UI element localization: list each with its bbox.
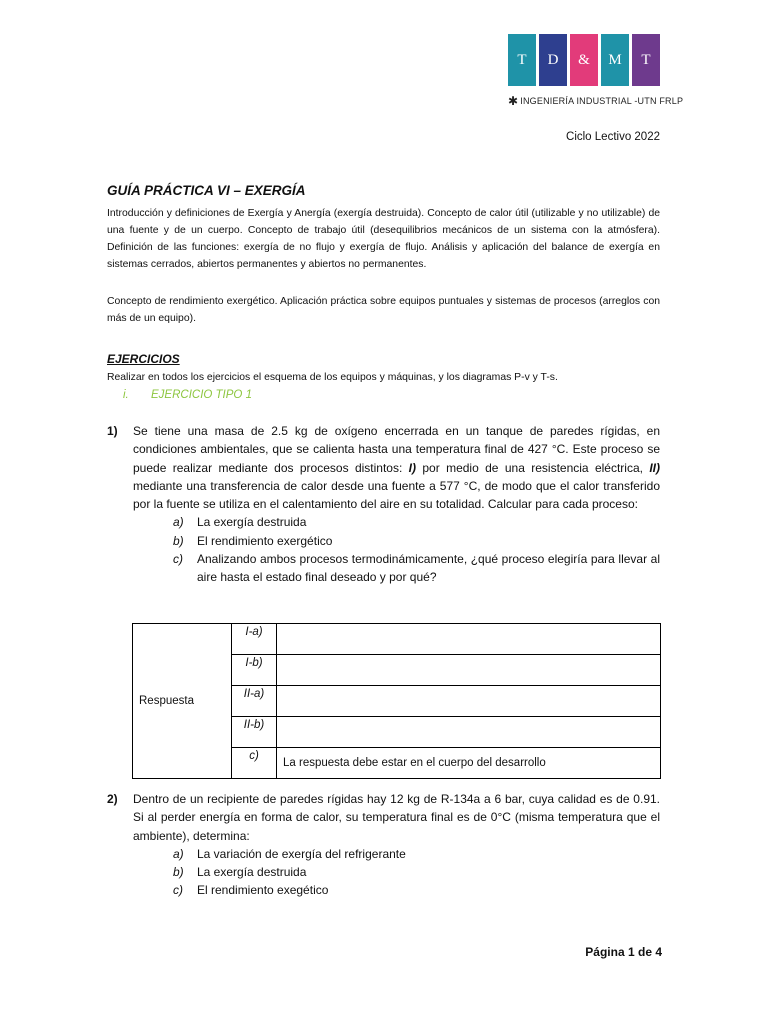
list-item	[173, 881, 660, 899]
item-letter: c)	[173, 883, 183, 898]
list-item	[173, 550, 660, 587]
row-key: I-b)	[232, 655, 277, 686]
exercise-items	[173, 513, 660, 586]
table-row	[133, 624, 661, 655]
exercise-items	[173, 845, 660, 900]
logo-letter: T	[508, 34, 536, 86]
intro-paragraph-1: Introducción y definiciones de Exergía y Anergía (exergía destruida). Concepto de calor útil (utilizable y no utilizable) de una fuente y de un cuerpo. Concepto de trabajo útil (desequilibrios mecánicos de un sistema con la atmósfera). Definición de las funciones: exergía de no flujo y exergía de flujo. Análisis y aplicación del balance de exergía en sistemas cerrados, abiertos permanentes y abiertos no permanentes.	[107, 208, 660, 270]
process-marker: I)	[408, 460, 417, 475]
exercise-1	[107, 422, 660, 587]
row-key: c)	[232, 748, 277, 779]
item-text: Analizando ambos procesos termodinámicamente, ¿qué proceso elegiría para llevar al aire hasta el estado final deseado y por qué?	[197, 552, 660, 585]
answer-cell: La respuesta debe estar en el cuerpo del desarrollo	[277, 748, 661, 779]
item-text: La exergía destruida	[197, 515, 307, 530]
statement-text: mediante una transferencia de calor desde una fuente a 577 °C, de modo que el calor transferido por la fuente se utiliza en el calentamiento del aire en su totalidad. Calcular para cada proceso:	[133, 478, 660, 512]
item-letter: c)	[173, 552, 183, 567]
item-letter: b)	[173, 865, 184, 880]
statement-text: Se tiene una masa de 2.5 kg de oxígeno encerrada en un tanque de paredes rígidas, en condiciones ambientales, que se calienta hasta una temperatura final de 427 °C. Este proceso se puede realizar mediante dos procesos distintos:	[133, 424, 660, 475]
exercise-statement: Dentro de un recipiente de paredes rígidas hay 12 kg de R-134a a 6 bar, cuya calidad es de 0.91. Si al perder energía en forma de calor, su temperatura final es de 0°C (misma temperatura que el ambiente), determina:	[133, 792, 660, 843]
page-number: Página 1 de 4	[585, 945, 662, 959]
item-letter: a)	[173, 846, 184, 861]
exercise-number: 1)	[107, 424, 118, 438]
tipo-number: i.	[123, 389, 129, 401]
item-text: La exergía destruida	[197, 865, 307, 880]
list-item	[173, 532, 660, 550]
page-title: GUÍA PRÁCTICA VI – EXERGÍA	[107, 183, 306, 198]
logo-letter: &	[570, 34, 598, 86]
list-item	[173, 845, 660, 863]
ejercicios-instructions: Realizar en todos los ejercicios el esquema de los equipos y máquinas, y los diagramas P-v y T-s.	[107, 372, 558, 383]
list-item	[173, 863, 660, 881]
institution-name: INGENIERÍA INDUSTRIAL -UTN FRLP	[520, 96, 684, 106]
item-letter: a)	[173, 515, 184, 530]
tdmt-logo	[508, 34, 683, 106]
exercise-statement	[133, 422, 660, 513]
statement-text: por medio de una resistencia eléctrica,	[416, 460, 650, 475]
row-key: I-a)	[232, 624, 277, 655]
item-text: El rendimiento exegético	[197, 883, 329, 898]
logo-letter: T	[632, 34, 660, 86]
answer-cell[interactable]	[277, 624, 661, 655]
item-letter: b)	[173, 533, 184, 548]
row-key: II-b)	[232, 717, 277, 748]
item-text: La variación de exergía del refrigerante	[197, 846, 406, 861]
process-marker: II)	[649, 460, 661, 475]
answer-cell[interactable]	[277, 717, 661, 748]
asterisk-icon: ✱	[508, 94, 519, 108]
item-text: El rendimiento exergético	[197, 533, 333, 548]
logo-letters	[508, 34, 683, 86]
ciclo-lectivo: Ciclo Lectivo 2022	[566, 131, 660, 143]
answer-table	[132, 623, 661, 779]
answer-label-cell: Respuesta	[133, 624, 232, 779]
tipo-label: EJERCICIO TIPO 1	[151, 389, 252, 401]
exercise-number: 2)	[107, 792, 118, 806]
ejercicio-tipo-heading	[123, 389, 252, 401]
institution-line	[508, 96, 683, 106]
list-item	[173, 513, 660, 531]
row-key: II-a)	[232, 686, 277, 717]
ejercicios-heading: EJERCICIOS	[107, 352, 180, 366]
logo-letter: M	[601, 34, 629, 86]
logo-letter: D	[539, 34, 567, 86]
answer-cell[interactable]	[277, 686, 661, 717]
intro-paragraph-2: Concepto de rendimiento exergético. Aplicación práctica sobre equipos puntuales y sistemas de procesos (arreglos con más de un equipo).	[107, 296, 660, 324]
answer-cell[interactable]	[277, 655, 661, 686]
exercise-2	[107, 790, 660, 900]
